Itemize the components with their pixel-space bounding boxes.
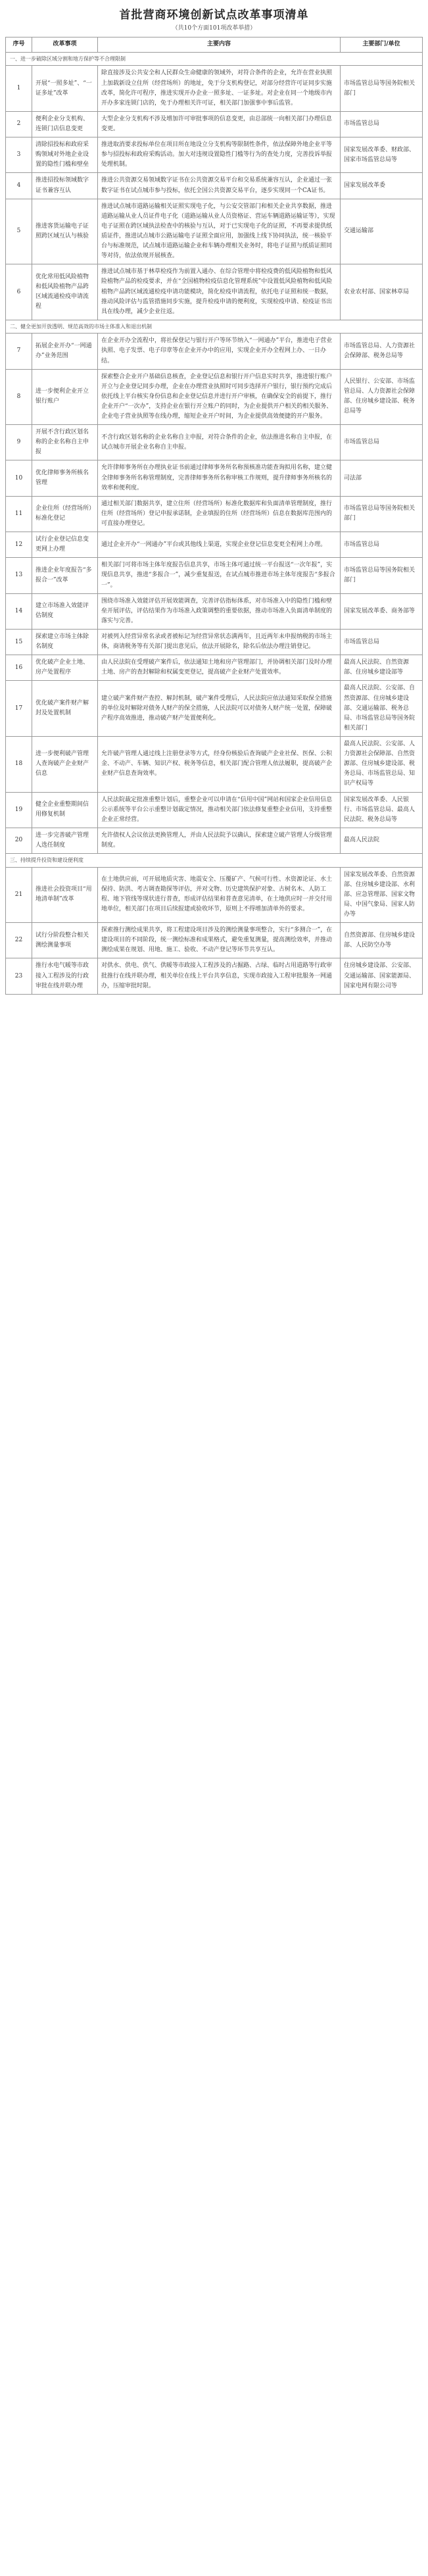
section-row [6, 320, 423, 333]
row-item: 拓展企业开办“一网通办”业务范围 [32, 334, 98, 369]
row-dept: 国家发展改革委 [341, 173, 423, 199]
row-content: 探索整合企业开户基础信息核查，企业登记信息和银行开户信息实时共享，推进银行账户开立与企业登记同步办理，企业在办理营业执照时可同步选择开户银行，银行预约完成后依托线上平台核实身份信息和企业登记信息并进行开户审核，在确保安全的前提下，推行企业开户“一次办”，支持企业在银行开立账户的同时，为企业提供开户相关的相关服务、企业电子营业执照等在线办理，缩短企业开户时间，为企业提供高效便捷的开户服务。 [98, 369, 341, 425]
table-row [6, 828, 423, 853]
row-item: 进一步便利企业开立银行账户 [32, 369, 98, 425]
row-number: 5 [6, 199, 32, 264]
row-number: 13 [6, 558, 32, 593]
header-content: 主要内容 [98, 37, 341, 53]
table-row [6, 593, 423, 629]
table-row [6, 264, 423, 320]
header-no: 序号 [6, 37, 32, 53]
page-title: 首批营商环境创新试点改革事项清单 [119, 9, 309, 22]
row-dept: 住房城乡建设部、公安部、交通运输部、国家能源局、国家电网有限公司等 [341, 958, 423, 994]
row-number: 20 [6, 828, 32, 853]
table-row [6, 199, 423, 264]
row-item: 进一步完善破产管理人选任制度 [32, 828, 98, 853]
row-dept: 交通运输部 [341, 199, 423, 264]
row-number: 3 [6, 137, 32, 173]
row-content: 大型企业分支机构不涉及增加许可审批事项的信息变更，由总部统一向相关部门办理信息变更。 [98, 111, 341, 137]
header-dept: 主要部门/单位 [341, 37, 423, 53]
row-content: 人民法院裁定批准重整计划后，重整企业可以申请在“信用中国”网站和国家企业信用信息公示系统等平台公示重整计划裁定情况，推动相关部门依法修复重整企业信用，支持重整企业正常经营。 [98, 792, 341, 828]
row-item: 建立市场准入效能评估制度 [32, 593, 98, 629]
row-content: 通过企业开办“一网通办”平台或其他线上渠道，实现企业登记信息变更全程网上办理。 [98, 532, 341, 558]
table-row [6, 958, 423, 994]
row-item: 企业住所（经营场所）标准化登记 [32, 496, 98, 532]
table-row [6, 173, 423, 199]
table-body [6, 53, 423, 995]
row-content: 除直接涉及公共安全和人民群众生命健康的领域外，对符合条件的企业，允许在营业执照上加载新设立住所（经营场所）的地址，免于分支机构登记，对部分经营许可证同步实施改革，简化许可程序，推进实现开办企业一照多址、一证多址。对企业在同一个地级市内开办多家连锁门店的，免于办理相关许可证，相关部门加强事中事后监管。 [98, 66, 341, 111]
row-item: 开展“一照多址”、“一证多址”改革 [32, 66, 98, 111]
row-dept: 市场监管总局等国务院相关部门 [341, 66, 423, 111]
row-dept: 市场监管总局等国务院相关部门 [341, 558, 423, 593]
row-number: 16 [6, 655, 32, 681]
row-content: 对供水、供电、供气、供暖等市政接入工程涉及的占掘路、占绿、临时占用道路等行政审批推行在线并联办理，相关单位在线上平台共享信息，实现市政接入工程审批服务一网通办，压缩审批时限。 [98, 958, 341, 994]
table-row [6, 630, 423, 655]
table-row [6, 867, 423, 923]
section-title: 一、进一步破除区域分割和地方保护等不合理限制 [6, 53, 423, 66]
row-dept: 国家发展改革委、商务部等 [341, 593, 423, 629]
table-row [6, 792, 423, 828]
table-row [6, 681, 423, 737]
row-number: 7 [6, 334, 32, 369]
row-dept: 市场监管总局 [341, 425, 423, 460]
row-content: 允许律师事务所在办理执业证书前通过律师事务所名称预核准功能查询拟用名称，建立健全律师事务所名称管理制度，完善律师事务所名称审核工作规则，提升律师事务所核名的效率和便利度。 [98, 460, 341, 496]
row-content: 通过相关部门数据共享，建立住所（经营场所）标准化数据库和负面清单管理制度，推行住所（经营场所）登记申报承诺制，企业填报的住所（经营场所）信息在数据库范围内的可直接办理登记。 [98, 496, 341, 532]
row-number: 10 [6, 460, 32, 496]
row-item: 优化破产企业土地、房产处置程序 [32, 655, 98, 681]
table-row [6, 369, 423, 425]
table-row [6, 496, 423, 532]
row-item: 推进企业年度报告“多报合一”改革 [32, 558, 98, 593]
row-content: 由人民法院在受理破产案件后，依法通知土地和房产管理部门，并协调相关部门及时办理土地、房产的查封解除和权属变更登记，提高破产企业财产处置效率。 [98, 655, 341, 681]
row-dept: 市场监管总局 [341, 111, 423, 137]
row-dept: 市场监管总局 [341, 630, 423, 655]
row-content: 推进公共资源交易领域数字证书在公共资源交易平台和交易系统兼容互认，企业通过一张数字证书在试点城市参与投标，依托全国公共资源交易平台，逐步实现同一个CA证书。 [98, 173, 341, 199]
row-number: 18 [6, 737, 32, 793]
row-content: 探索推行测绘成果共享，将工程建设项目涉及的测绘测量事项整合，实行“多测合一”，在建设项目的不同阶段，统一测绘标准和成果格式，避免重复测量，提高测绘效率，并推动测绘成果在规划、用地、施工、验收、不动产登记等环节共享互认。 [98, 923, 341, 958]
row-number: 17 [6, 681, 32, 737]
table-row [6, 111, 423, 137]
row-dept: 人民银行、公安部、市场监管总局、人力资源社会保障部、住房城乡建设部、税务总局等 [341, 369, 423, 425]
row-item: 推进客货运输电子证照跨区域互认与核验 [32, 199, 98, 264]
table-row [6, 137, 423, 173]
row-content: 围绕市场准入效能评估开展效能调查，完善评估指标体系，对市场准入中的隐性门槛和壁垒开展评估，评估结果作为市场准入政策调整的重要依据，推动市场准入负面清单制度的落实与完善。 [98, 593, 341, 629]
table-row [6, 655, 423, 681]
row-content: 对被列入经营异常名录或者被标记为经营异常状态满两年，且近两年未申报纳税的市场主体，商请税务等有关部门提出意见后，依法开展除名，除名后依法办理注销登记。 [98, 630, 341, 655]
row-number: 1 [6, 66, 32, 111]
row-content: 在企业开办全流程中，将社保登记与银行开户等环节纳入“一网通办”平台，推进电子营业执照、电子发票、电子印章等在企业开办中的应用，实现企业开办全程网上办、一日办结。 [98, 334, 341, 369]
row-dept: 国家发展改革委、财政部、国家市场监管总局等 [341, 137, 423, 173]
row-item: 推进社会投资项目“用地清单制”改革 [32, 867, 98, 923]
row-number: 22 [6, 923, 32, 958]
row-dept: 国家发展改革委、人民银行、市场监管总局、最高人民法院、税务总局等 [341, 792, 423, 828]
row-dept: 最高人民法院、公安部、人力资源社会保障部、自然资源部、住房城乡建设部、税务总局、市场监管总局、知识产权局等 [341, 737, 423, 793]
row-dept: 市场监管总局 [341, 532, 423, 558]
row-item: 进一步便利破产管理人查询破产企业财产信息 [32, 737, 98, 793]
row-number: 11 [6, 496, 32, 532]
row-item: 健全企业重整期间信用修复机制 [32, 792, 98, 828]
row-content: 推进取消要求投标单位在项目所在地设立分支机构等限制性条件，依法保障外地企业平等参与招投标和政府采购活动。加大对违规设置隐性门槛等行为的查处力度，完善投诉举报处理机制。 [98, 137, 341, 173]
row-item: 试行企业登记信息变更网上办理 [32, 532, 98, 558]
row-content: 不含行政区划名称的企业名称自主申报，对符合条件的企业，依法推进名称自主申报，在试点城市开展企业名称自主申报。 [98, 425, 341, 460]
row-item: 优化常用低风险植物和低风险植物产品跨区域流通检疫申请流程 [32, 264, 98, 320]
row-content: 允许破产管理人通过线上注册登录等方式，经身份核验后查询破产企业社保、医保、公积金、不动产、车辆、知识产权、税务等信息，相关部门配合管理人依法履职，提高破产企业财产信息查询效率。 [98, 737, 341, 793]
table-row [6, 460, 423, 496]
row-dept: 农业农村部、国家林草局 [341, 264, 423, 320]
row-number: 2 [6, 111, 32, 137]
row-content: 建立破产案件财产查控、解封机制，破产案件受理后，人民法院应依法通知采取保全措施的单位及时解除对债务人财产的保全措施，人民法院可以对债务人财产统一处置，保障破产程序高效推进，推动破产财产处置便利化。 [98, 681, 341, 737]
row-dept: 国家发展改革委、自然资源部、住房城乡建设部、水利部、应急管理部、国家文物局、中国气象局、国家人防办等 [341, 867, 423, 923]
row-content: 推进试点城市基于林草检疫作为前置入通办、在综合管理中将检疫费的低风险植物和低风险植物产品的检疫要求，并在“全国植物检疫信息化管理系统”中设置低风险植物和低风险植物产品跨区域流通检疫申请功能模块，简化检疫申请流程，依托电子证照和统一数据，推动风险评估与监管措施同步实施，提升检疫申请的便利度，实现检疫申请、检疫证书出具在线办理，减少企业往返。 [98, 264, 341, 320]
row-item: 优化律师事务所核名管理 [32, 460, 98, 496]
row-dept: 市场监管总局等国务院相关部门 [341, 496, 423, 532]
row-item: 推行水电气暖等市政接入工程涉及的行政审批在线并联办理 [32, 958, 98, 994]
row-number: 8 [6, 369, 32, 425]
section-title: 二、健全更加开放透明、规范高效的市场主体准入和退出机制 [6, 320, 423, 333]
row-dept: 最高人民法院 [341, 828, 423, 853]
row-number: 9 [6, 425, 32, 460]
row-dept: 市场监管总局、人力资源社会保障部、税务总局等 [341, 334, 423, 369]
table-row [6, 737, 423, 793]
row-content: 允许债权人会议依法更换管理人，并由人民法院予以确认，探索建立破产管理人分级管理制度。 [98, 828, 341, 853]
table-row [6, 532, 423, 558]
row-item: 便利企业分支机构、连锁门店信息变更 [32, 111, 98, 137]
row-number: 12 [6, 532, 32, 558]
table-row [6, 66, 423, 111]
row-number: 21 [6, 867, 32, 923]
row-dept: 最高人民法院、公安部、自然资源部、住房城乡建设部、交通运输部、税务总局、市场监管总局等国务院相关部门 [341, 681, 423, 737]
section-row [6, 854, 423, 867]
row-item: 试行分阶段整合相关测绘测量事项 [32, 923, 98, 958]
row-number: 6 [6, 264, 32, 320]
table-row [6, 558, 423, 593]
row-content: 在土地供应前，可开展地质灾害、地震安全、压覆矿产、气候可行性、水资源论证、水土保持、防洪、考古调查勘探等评估，并对文物、历史建筑保护对象、古树名木、人防工程、地下管线等现状进行普查，形成评估结果和普查意见清单，在土地供应时一并交付用地单位，相关部门在项目后续报建或验收环节，原则上不得增加清单外的要求。 [98, 867, 341, 923]
table-header-row [6, 37, 423, 53]
table-row [6, 334, 423, 369]
table-row [6, 923, 423, 958]
row-dept: 自然资源部、住房城乡建设部、人民防空办等 [341, 923, 423, 958]
page-subtitle: （共10个方面101项改革举措） [172, 25, 256, 32]
row-dept: 最高人民法院、自然资源部、住房城乡建设部等 [341, 655, 423, 681]
row-number: 14 [6, 593, 32, 629]
row-dept: 司法部 [341, 460, 423, 496]
section-row [6, 53, 423, 66]
row-item: 清除招投标和政府采购领域对外地企业设置的隐性门槛和壁垒 [32, 137, 98, 173]
table-row [6, 425, 423, 460]
row-item: 优化破产案件财产解封及处置机制 [32, 681, 98, 737]
reform-table [5, 37, 423, 995]
row-content: 相关部门可将市场主体年度报告信息共享，市场主体可通过统一平台报送“一次年报”，实现信息共享，推进“多报合一”，减少重复报送，在试点城市推进市场主体年度报告“多报合一”。 [98, 558, 341, 593]
row-number: 4 [6, 173, 32, 199]
row-item: 开展不含行政区划名称的企业名称自主申报 [32, 425, 98, 460]
row-content: 推进试点城市道路运输相关证照实现电子化，与公安交管部门和相关企业共享数据，推进道路运输从业人员证件电子化（道路运输从业人员资格证、营运车辆道路运输证等），实现电子证照在跨区域执法检查中的核验与互认，对于已实现电子化的证照，不再要求提供纸质证件，推进试点城市公路运输电子证照全面应用，加强线上线下协同执法，统一核验平台与标准规范，试点城市道路运输企业和车辆办理相关业务时，将电子证照与纸质证照同等对待，依法依规开展核查。 [98, 199, 341, 264]
section-title: 三、持续提升投资和建设便利度 [6, 854, 423, 867]
row-item: 推进招投标领域数字证书兼容互认 [32, 173, 98, 199]
header-item: 改革事项 [32, 37, 98, 53]
row-number: 15 [6, 630, 32, 655]
row-item: 探索建立市场主体除名制度 [32, 630, 98, 655]
row-number: 19 [6, 792, 32, 828]
row-number: 23 [6, 958, 32, 994]
